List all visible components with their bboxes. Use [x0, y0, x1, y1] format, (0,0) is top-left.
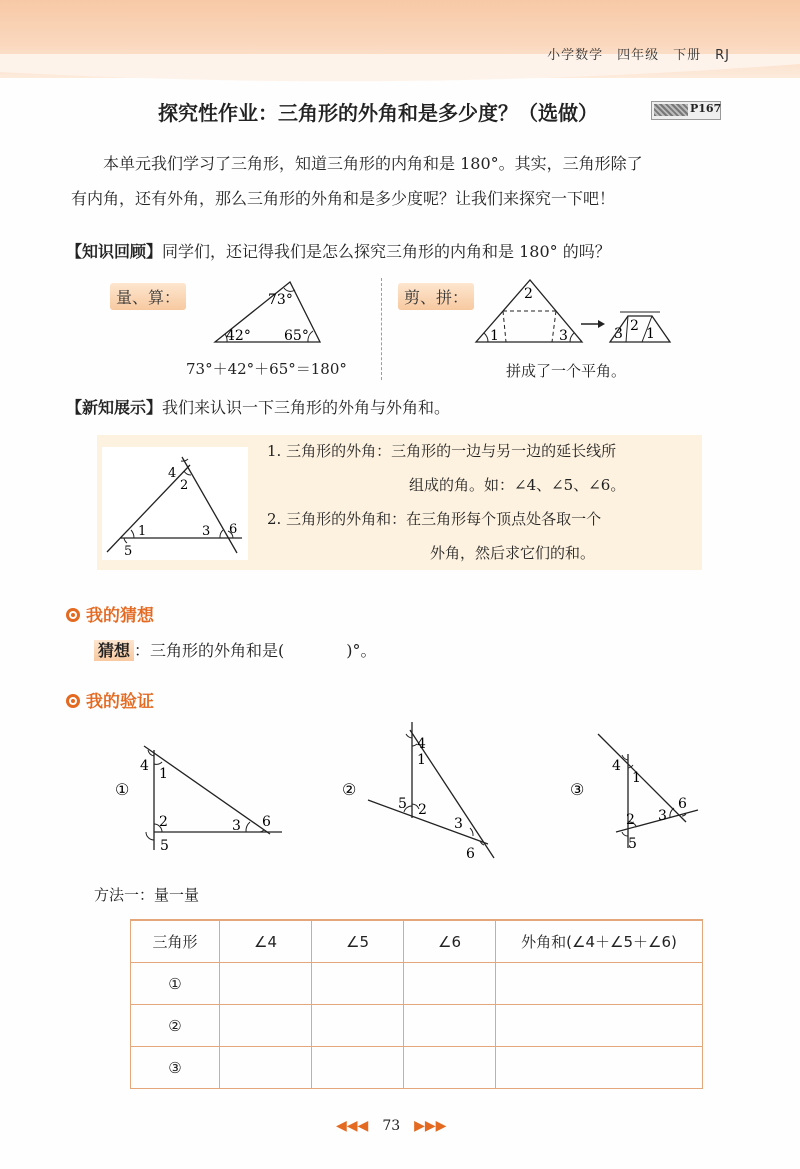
method-one-label: 方法一：量一量 [94, 886, 200, 904]
table-cell[interactable] [220, 1047, 312, 1089]
new-knowledge-text: 我们来认识一下三角形的外角与外角和。 [162, 398, 451, 417]
angle-right-label: 65° [284, 328, 309, 344]
review-divider [381, 278, 382, 380]
measurement-table [130, 919, 703, 1089]
table-header: 三角形 [131, 920, 220, 963]
fig-angle-1: 1 [138, 524, 147, 539]
review-text: 同学们，还记得我们是怎么探究三角形的内角和是 180° 的吗？ [162, 242, 611, 261]
verify-heading-text: 我的验证 [86, 692, 154, 712]
page-footer [336, 1118, 446, 1134]
svg-text:3: 3 [232, 818, 241, 834]
page-number: 73 [382, 1118, 401, 1134]
header-grade: 四年级 [617, 48, 660, 63]
fig-angle-6: 6 [229, 522, 238, 537]
target-icon [66, 608, 80, 622]
header-info [533, 44, 730, 63]
table-cell[interactable] [404, 1047, 496, 1089]
table-header-row [131, 920, 703, 963]
svg-text:4: 4 [140, 758, 149, 774]
cut-and-join-figure [470, 272, 710, 348]
svg-text:5: 5 [160, 838, 169, 854]
table-row [131, 963, 703, 1005]
fig-angle-4: 4 [168, 466, 177, 481]
definition-2-line-1: 2. 三角形的外角和：在三角形每个顶点处各取一个 [267, 510, 602, 528]
prev-arrows-icon[interactable]: ◀◀◀ [336, 1118, 369, 1134]
cut-caption: 拼成了一个平角。 [506, 362, 627, 380]
table-header: ∠5 [312, 920, 404, 963]
svg-text:5: 5 [398, 796, 407, 812]
exterior-angle-figure [102, 447, 248, 560]
guess-heading-text: 我的猜想 [86, 606, 154, 626]
table-cell[interactable] [312, 1005, 404, 1047]
row-label: ② [131, 1005, 220, 1047]
definition-figure-panel [102, 447, 248, 560]
table-cell[interactable] [496, 1005, 703, 1047]
definition-1-line-2: 组成的角。如：∠4、∠5、∠6。 [409, 476, 626, 494]
row-label: ① [131, 963, 220, 1005]
definition-callout [97, 435, 702, 570]
new-knowledge-line [66, 397, 450, 419]
intro-line-1: 本单元我们学习了三角形，知道三角形的内角和是 180°。其实，三角形除了 [103, 154, 643, 173]
svg-text:3: 3 [658, 808, 667, 824]
table-header: 外角和(∠4＋∠5＋∠6) [496, 920, 703, 963]
svg-text:5: 5 [628, 836, 637, 852]
guess-blank-end: )°。 [346, 641, 377, 660]
svg-text:2: 2 [418, 802, 427, 818]
table-cell[interactable] [496, 963, 703, 1005]
cut-label-3b: 3 [614, 326, 623, 342]
table-cell[interactable] [220, 1005, 312, 1047]
svg-text:6: 6 [678, 796, 687, 812]
fig-angle-5: 5 [124, 544, 133, 559]
figure-1-label: ① [115, 780, 130, 799]
cut-label-2b: 2 [630, 318, 639, 334]
page-reference-badge[interactable] [651, 101, 721, 120]
table-cell[interactable] [220, 963, 312, 1005]
guess-line [94, 640, 377, 662]
review-tag: 【知识回顾】 [66, 242, 163, 261]
svg-text:2: 2 [159, 814, 168, 830]
row-label: ③ [131, 1047, 220, 1089]
method-cut-label: 剪、拼： [398, 283, 474, 310]
table-cell[interactable] [404, 963, 496, 1005]
next-arrows-icon[interactable]: ▶▶▶ [414, 1118, 447, 1134]
table-header: ∠4 [220, 920, 312, 963]
figure-3-label: ③ [570, 780, 585, 799]
guess-heading [66, 601, 154, 626]
method-measure-label: 量、算： [110, 283, 186, 310]
definition-1-line-1: 1. 三角形的外角：三角形的一边与另一边的延长线所 [267, 442, 617, 460]
cut-label-1b: 1 [646, 326, 655, 342]
svg-text:4: 4 [417, 736, 426, 752]
svg-text:4: 4 [612, 758, 621, 774]
table-header: ∠6 [404, 920, 496, 963]
intro-line-2: 有内角，还有外角，那么三角形的外角和是多少度呢？让我们来探究一下吧！ [71, 189, 616, 208]
page-title: 探究性作业：三角形的外角和是多少度？（选做） [158, 101, 598, 125]
svg-text:1: 1 [632, 770, 641, 786]
measured-triangle [200, 276, 340, 348]
guess-tag: 猜想 [94, 640, 134, 661]
svg-text:1: 1 [417, 752, 426, 768]
guess-text: ：三角形的外角和是( [134, 641, 285, 660]
verify-heading [66, 687, 154, 712]
table-row [131, 1005, 703, 1047]
table-row [131, 1047, 703, 1089]
svg-text:6: 6 [466, 846, 475, 862]
book-icon [654, 104, 688, 116]
svg-text:1: 1 [159, 766, 168, 782]
table-cell[interactable] [496, 1047, 703, 1089]
angle-top-label: 73° [268, 292, 293, 308]
header-subject: 小学数学 [547, 48, 604, 63]
review-line [66, 241, 611, 263]
fig-angle-2: 2 [180, 478, 189, 493]
svg-text:3: 3 [454, 816, 463, 832]
cut-label-3a: 3 [559, 328, 568, 344]
fig-angle-3: 3 [202, 524, 211, 539]
page-reference: P167 [690, 102, 722, 115]
target-icon [66, 694, 80, 708]
table-cell[interactable] [312, 963, 404, 1005]
svg-text:6: 6 [262, 814, 271, 830]
angle-sum-equation: 73°＋42°＋65°＝180° [186, 360, 347, 378]
angle-left-label: 42° [226, 328, 251, 344]
verification-figures [110, 720, 750, 870]
table-cell[interactable] [312, 1047, 404, 1089]
cut-label-1a: 1 [490, 328, 499, 344]
svg-text:2: 2 [626, 812, 635, 828]
header-edition: RJ [715, 48, 730, 63]
header-volume: 下册 [673, 48, 702, 63]
definition-2-line-2: 外角，然后求它们的和。 [430, 544, 596, 562]
new-knowledge-tag: 【新知展示】 [66, 398, 163, 417]
table-cell[interactable] [404, 1005, 496, 1047]
cut-label-2a: 2 [524, 286, 533, 302]
figure-2-label: ② [342, 780, 357, 799]
